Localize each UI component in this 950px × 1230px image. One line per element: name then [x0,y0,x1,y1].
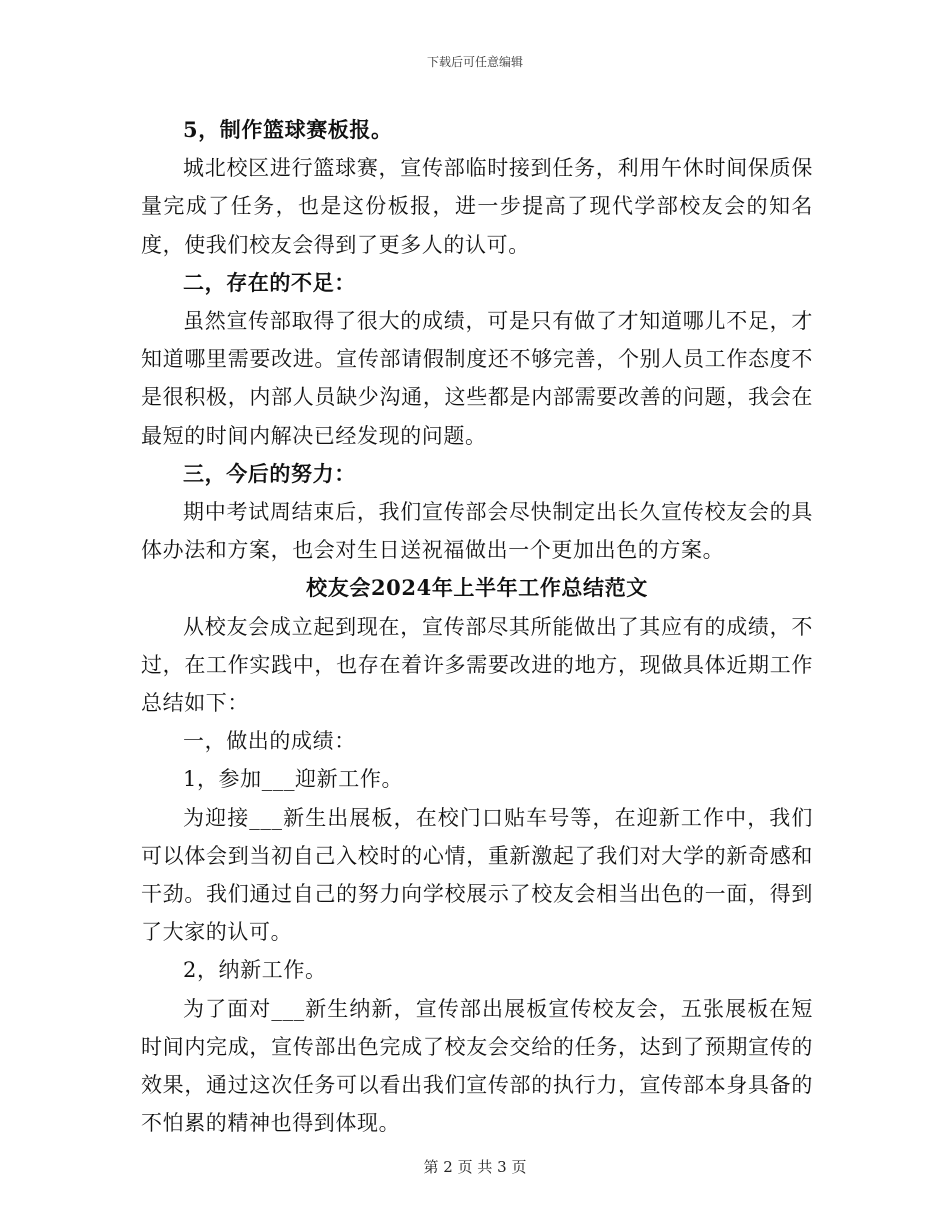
section-heading: 三，今后的努力： [183,460,356,486]
paragraph: 为了面对___新生纳新，宣传部出展板宣传校友会，五张展板在短时间内完成，宣传部出色完成了校友会交给的任务，达到了预期宣传的效果，通过这次任务可以看出我们宣传部的执行力，宣传部本身具备的不怕累的精神也得到体现。 [141,996,813,1136]
paragraph: 从校友会成立起到现在，宣传部尽其所能做出了其应有的成绩，不过，在工作实践中，也存在着许多需要改进的地方，现做具体近期工作总结如下： [141,614,813,716]
section-heading: 5，制作篮球赛板报。 [183,117,393,142]
page-header: 下载后可任意编辑 [426,55,523,69]
document-body [141,111,813,1142]
section-heading: 二，存在的不足： [183,269,356,295]
paragraph: 一，做出的成绩： [183,729,356,754]
paragraph: 2，纳新工作。 [183,958,327,983]
page-footer: 第 2 页 共 3 页 [423,1158,527,1176]
paragraph: 虽然宣传部取得了很大的成绩，可是只有做了才知道哪儿不足，才知道哪里需要改进。宣传部请假制度还不够完善，个别人员工作态度不是很积极，内部人员缺少沟通，这些都是内部需要改善的问题，我会在最短的时间内解决已经发现的问题。 [141,309,813,448]
paragraph: 为迎接___新生出展板，在校门口贴车号等，在迎新工作中，我们可以体会到当初自己入校时的心情，重新激起了我们对大学的新奇感和干劲。我们通过自己的努力向学校展示了校友会相当出色的一面，得到了大家的认可。 [141,805,813,945]
paragraph: 城北校区进行篮球赛，宣传部临时接到任务，利用午休时间保质保量完成了任务，也是这份板报，进一步提高了现代学部校友会的知名度，使我们校友会得到了更多人的认可。 [141,156,813,257]
paragraph: 1，参加___迎新工作。 [183,767,404,792]
paragraph: 期中考试周结束后，我们宣传部会尽快制定出长久宣传校友会的具体办法和方案，也会对生日送祝福做出一个更加出色的方案。 [141,500,813,563]
section-title: 校友会2024年上半年工作总结范文 [306,575,648,601]
